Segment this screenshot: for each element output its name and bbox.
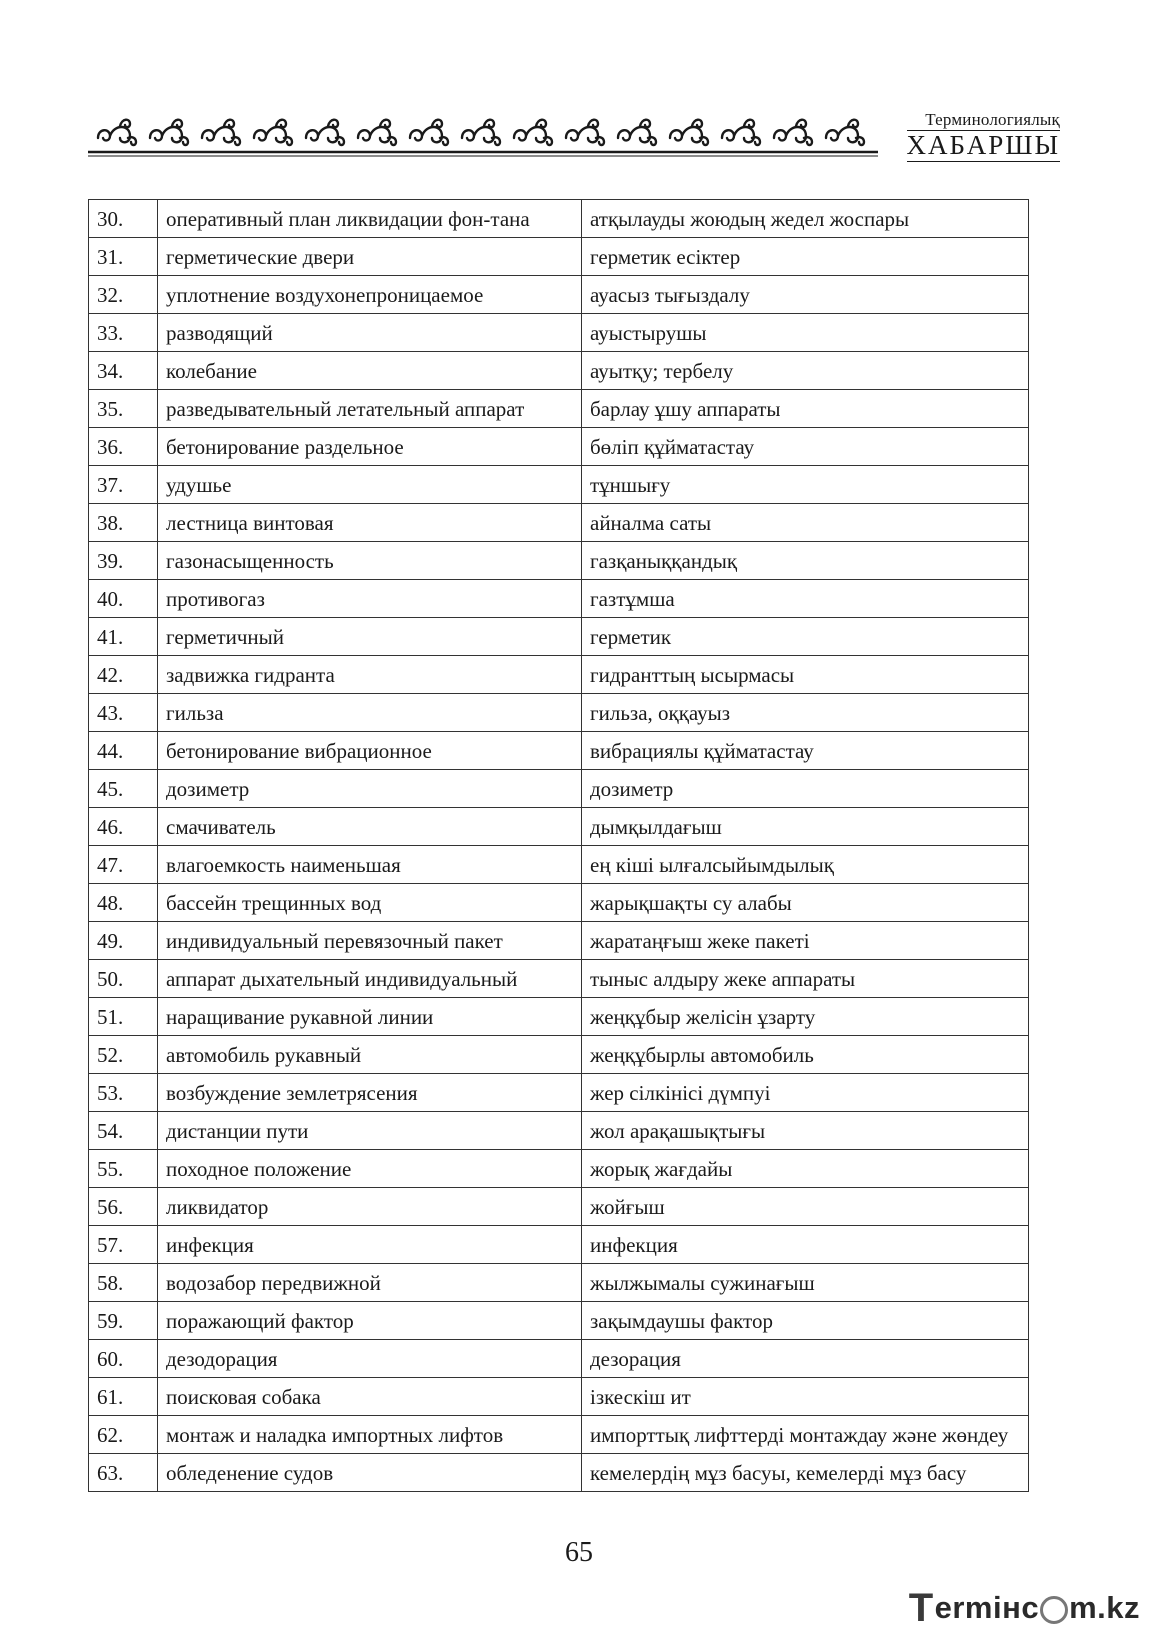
kazakh-term: атқылауды жоюдың жедел жоспары [582,200,1029,238]
row-number: 45. [89,770,158,808]
row-number: 58. [89,1264,158,1302]
row-number: 60. [89,1340,158,1378]
russian-term: дозиметр [158,770,582,808]
kazakh-term: жеңқұбырлы автомобиль [582,1036,1029,1074]
row-number: 38. [89,504,158,542]
row-number: 56. [89,1188,158,1226]
terms-table [88,199,1029,1492]
kazakh-term: жеңқұбыр желісін ұзарту [582,998,1029,1036]
row-number: 54. [89,1112,158,1150]
table-row [89,200,1029,238]
kazakh-term: вибрациялы құйматастау [582,732,1029,770]
table-row [89,1416,1029,1454]
row-number: 41. [89,618,158,656]
kazakh-term: газтұмша [582,580,1029,618]
kazakh-term: тыныс алдыру жеке аппараты [582,960,1029,998]
row-number: 46. [89,808,158,846]
row-number: 36. [89,428,158,466]
table-row [89,352,1029,390]
table-row [89,390,1029,428]
russian-term: инфекция [158,1226,582,1264]
table-row [89,466,1029,504]
kazakh-term: герметик [582,618,1029,656]
watermark-circle-icon [1040,1596,1068,1624]
russian-term: возбуждение землетрясения [158,1074,582,1112]
watermark-letter: T [908,1585,934,1630]
row-number: 33. [89,314,158,352]
row-number: 37. [89,466,158,504]
table-row [89,618,1029,656]
russian-term: герметичный [158,618,582,656]
row-number: 40. [89,580,158,618]
table-row [89,656,1029,694]
journal-subtitle: Терминологиялық [925,110,1060,129]
journal-title [907,110,1060,162]
row-number: 49. [89,922,158,960]
table-row [89,1036,1029,1074]
russian-term: разведывательный летательный аппарат [158,390,582,428]
row-number: 48. [89,884,158,922]
kazakh-term: ізкескіш ит [582,1378,1029,1416]
russian-term: противогаз [158,580,582,618]
row-number: 35. [89,390,158,428]
kazakh-term: бөліп құйматастау [582,428,1029,466]
row-number: 53. [89,1074,158,1112]
russian-term: водозабор передвижной [158,1264,582,1302]
page-header [88,108,1060,164]
row-number: 39. [89,542,158,580]
row-number: 57. [89,1226,158,1264]
kazakh-term: дезорация [582,1340,1029,1378]
kazakh-term: жарықшақты су алабы [582,884,1029,922]
kazakh-term: зақымдаушы фактор [582,1302,1029,1340]
russian-term: обледенение судов [158,1454,582,1492]
row-number: 31. [89,238,158,276]
row-number: 34. [89,352,158,390]
russian-term: индивидуальный перевязочный пакет [158,922,582,960]
table-row [89,1226,1029,1264]
watermark-text-1: ermінc [934,1590,1040,1625]
russian-term: оперативный план ликвидации фон-тана [158,200,582,238]
table-row [89,1302,1029,1340]
kazakh-term: ауасыз тығыздалу [582,276,1029,314]
table-row [89,998,1029,1036]
kazakh-term: тұншығу [582,466,1029,504]
table-row [89,238,1029,276]
row-number: 42. [89,656,158,694]
table-row [89,1188,1029,1226]
kazakh-term: газқаныққандық [582,542,1029,580]
row-number: 59. [89,1302,158,1340]
table-row [89,846,1029,884]
table-row [89,1454,1029,1492]
russian-term: смачиватель [158,808,582,846]
table-row [89,770,1029,808]
table-row [89,694,1029,732]
table-row [89,732,1029,770]
kazakh-term: инфекция [582,1226,1029,1264]
kazakh-term: ауыстырушы [582,314,1029,352]
russian-term: аппарат дыхательный индивидуальный [158,960,582,998]
row-number: 55. [89,1150,158,1188]
kazakh-term: импорттық лифттерді монтаждау және жөндеу [582,1416,1029,1454]
table-row [89,808,1029,846]
table-row [89,1264,1029,1302]
row-number: 61. [89,1378,158,1416]
table-row [89,1150,1029,1188]
row-number: 44. [89,732,158,770]
kazakh-term: айналма саты [582,504,1029,542]
russian-term: дистанции пути [158,1112,582,1150]
row-number: 50. [89,960,158,998]
russian-term: лестница винтовая [158,504,582,542]
kazakh-term: жер сілкінісі дүмпуі [582,1074,1029,1112]
table-row [89,884,1029,922]
kazakh-term: герметик есіктер [582,238,1029,276]
kazakh-term: ауытқу; тербелу [582,352,1029,390]
kazakh-term: ең кіші ылғалсыйымдылық [582,846,1029,884]
row-number: 43. [89,694,158,732]
ornament-border-icon [88,108,878,158]
table-row [89,276,1029,314]
russian-term: герметические двери [158,238,582,276]
russian-term: разводящий [158,314,582,352]
row-number: 32. [89,276,158,314]
russian-term: наращивание рукавной линии [158,998,582,1036]
russian-term: ликвидатор [158,1188,582,1226]
table-row [89,922,1029,960]
table-row [89,1074,1029,1112]
table-row [89,542,1029,580]
kazakh-term: дозиметр [582,770,1029,808]
kazakh-term: гильза, оққауыз [582,694,1029,732]
russian-term: газонасыщенность [158,542,582,580]
site-watermark-logo [908,1585,1140,1630]
russian-term: удушье [158,466,582,504]
row-number: 52. [89,1036,158,1074]
kazakh-term: жылжымалы сужинағыш [582,1264,1029,1302]
kazakh-term: гидранттың ысырмасы [582,656,1029,694]
row-number: 30. [89,200,158,238]
russian-term: дезодорация [158,1340,582,1378]
table-row [89,428,1029,466]
row-number: 63. [89,1454,158,1492]
russian-term: бетонирование раздельное [158,428,582,466]
russian-term: уплотнение воздухонепроницаемое [158,276,582,314]
kazakh-term: жол арақашықтығы [582,1112,1029,1150]
terms-table-body [89,200,1029,1492]
row-number: 51. [89,998,158,1036]
watermark-text-2: m.kz [1069,1590,1140,1625]
russian-term: задвижка гидранта [158,656,582,694]
journal-name: ХАБАРШЫ [906,130,1060,160]
kazakh-term: жорық жағдайы [582,1150,1029,1188]
row-number: 62. [89,1416,158,1454]
russian-term: колебание [158,352,582,390]
table-row [89,1378,1029,1416]
kazakh-term: кемелердің мұз басуы, кемелерді мұз басу [582,1454,1029,1492]
table-row [89,580,1029,618]
page-number: 65 [565,1537,593,1568]
russian-term: поражающий фактор [158,1302,582,1340]
table-row [89,1340,1029,1378]
kazakh-term: дымқылдағыш [582,808,1029,846]
russian-term: монтаж и наладка импортных лифтов [158,1416,582,1454]
russian-term: влагоемкость наименьшая [158,846,582,884]
russian-term: поисковая собака [158,1378,582,1416]
russian-term: бетонирование вибрационное [158,732,582,770]
table-row [89,960,1029,998]
table-row [89,1112,1029,1150]
row-number: 47. [89,846,158,884]
kazakh-term: жойғыш [582,1188,1029,1226]
russian-term: бассейн трещинных вод [158,884,582,922]
kazakh-term: жаратаңғыш жеке пакеті [582,922,1029,960]
russian-term: гильза [158,694,582,732]
table-row [89,504,1029,542]
russian-term: автомобиль рукавный [158,1036,582,1074]
table-row [89,314,1029,352]
kazakh-term: барлау ұшу аппараты [582,390,1029,428]
russian-term: походное положение [158,1150,582,1188]
